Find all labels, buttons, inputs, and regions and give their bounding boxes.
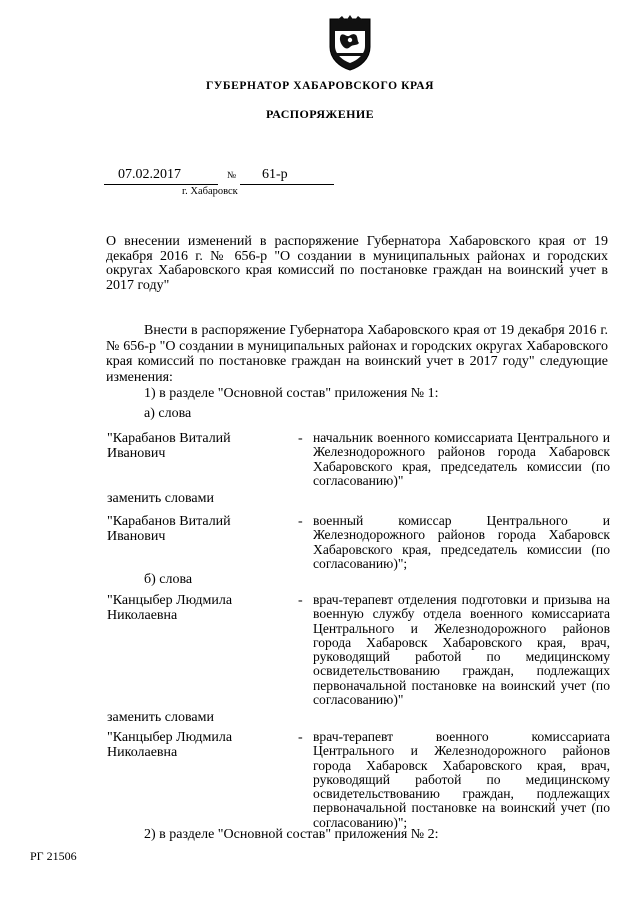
- document-city: г. Хабаровск: [182, 186, 238, 197]
- entry-2-name: "Карабанов Виталий Иванович: [107, 514, 231, 544]
- date-underline: [104, 184, 218, 185]
- entry-1-text: начальник военного комиссариата Центрального и Железнодорожного районов города Хабаровск Хабаровского края, председатель комиссии (по согласованию)": [313, 430, 610, 488]
- sub-a-heading: а) слова: [144, 406, 192, 421]
- replace-2-label: заменить словами: [107, 710, 214, 725]
- khabarovsk-krai-coat-of-arms-icon: [327, 13, 373, 71]
- entry-4-name: "Канцыбер Людмила Николаевна: [107, 730, 233, 760]
- entry-1-dash: -: [298, 431, 303, 446]
- number-underline: [240, 184, 334, 185]
- entry-1-name: "Карабанов Виталий Иванович: [107, 431, 231, 461]
- document-meta: [104, 167, 334, 199]
- item-1-heading: 1) в разделе "Основной состав" приложения № 1:: [144, 386, 439, 401]
- entry-3-dash: -: [298, 593, 303, 608]
- document-date: 07.02.2017: [118, 167, 181, 182]
- sub-b-heading: б) слова: [144, 572, 193, 587]
- authority-heading: ГУБЕРНАТОР ХАБАРОВСКОГО КРАЯ: [205, 80, 435, 92]
- document-type-title: РАСПОРЯЖЕНИЕ: [266, 107, 374, 121]
- entry-3-name: "Канцыбер Людмила Николаевна: [107, 593, 233, 623]
- footer-registry-code: РГ 21506: [30, 849, 77, 863]
- entry-4-dash: -: [298, 730, 303, 745]
- replace-1-label: заменить словами: [107, 491, 214, 506]
- body-intro: Внести в распоряжение Губернатора Хабаровского края от 19 декабря 2016 г. № 656-р "О создании в муниципальных районах и городских округах Хабаровского края комиссий по постановке граждан на воинский учет в 2017 году" следующие изменения:: [106, 323, 608, 385]
- entry-3-text: врач-терапевт отделения подготовки и призыва на военную службу отдела военного комиссариата Центрального и Железнодорожного районов города Хабаровск Хабаровского края, врач, руководящий работой по медицинскому освидетельствованию граждан, подлежащих первоначальной постановке на воинский учет (по согласованию)": [313, 592, 610, 708]
- number-sign: №: [227, 171, 237, 181]
- entry-4-text: врач-терапевт военного комиссариата Центрального и Железнодорожного районов города Хабаровск Хабаровского края, врач, руководящий работой по медицинскому освидетельствованию граждан, подлежащих первоначальной постановке на воинский учет (по согласованию)";: [313, 729, 610, 830]
- document-number: 61-р: [262, 167, 288, 182]
- item-2-heading: 2) в разделе "Основной состав" приложения № 2:: [144, 827, 439, 842]
- entry-2-text: военный комиссар Центрального и Железнодорожного районов города Хабаровск Хабаровского края, председатель комиссии (по согласованию)";: [313, 513, 610, 571]
- document-subject: О внесении изменений в распоряжение Губернатора Хабаровского края от 19 декабря 2016 г. № 656-р "О создании в муниципальных районах и городских округах Хабаровского края комиссий по постановке граждан на воинский учет в 2017 году": [106, 234, 608, 293]
- entry-2-dash: -: [298, 514, 303, 529]
